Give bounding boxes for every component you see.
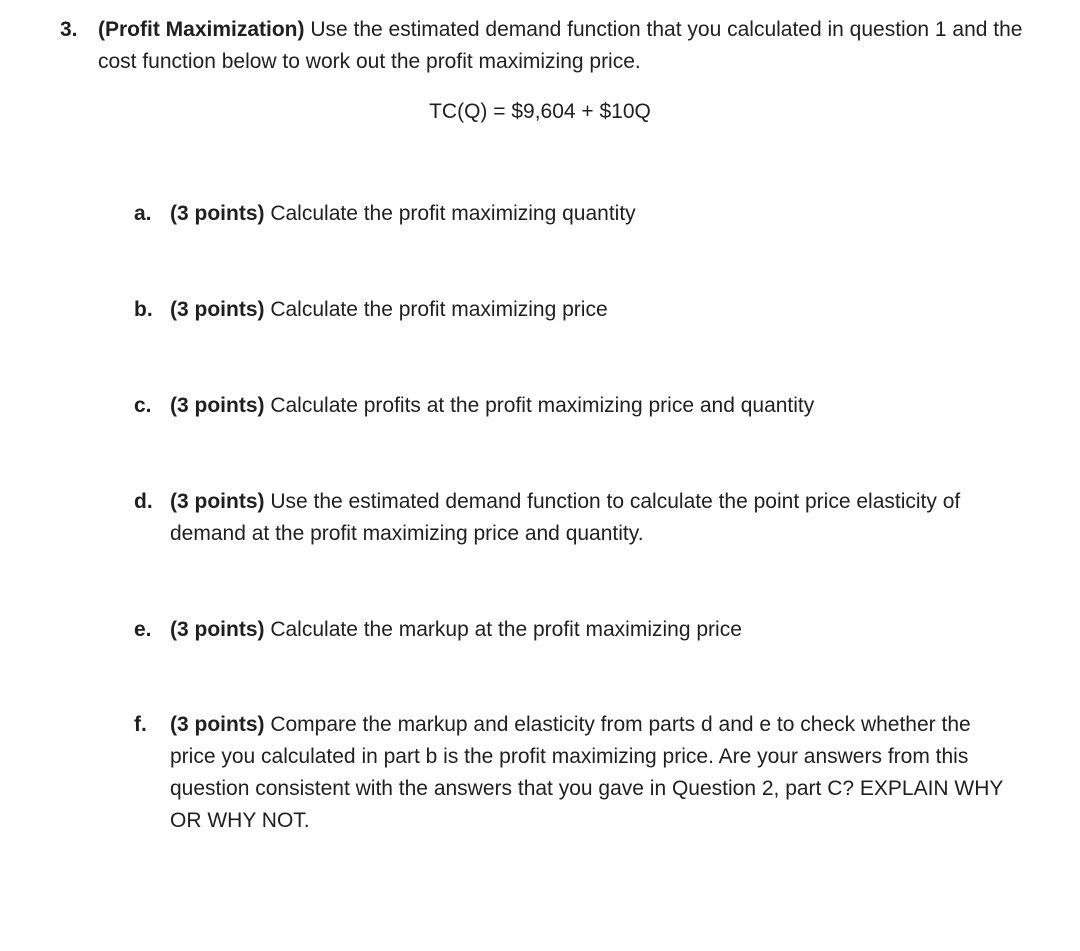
part-text: Compare the markup and elasticity from parts d and e to check whether the price you calculated in part b is the profit maximizing price. Are your answers from this question consistent with the answers that you gave in Question 2, part C? EXPLAIN WHY OR WHY NOT.: [170, 713, 1004, 832]
part-a: [134, 198, 1014, 230]
part-text: Use the estimated demand function to calculate the point price elasticity of demand at the profit maximizing price and quantity.: [170, 490, 961, 545]
question-title: (Profit Maximization): [98, 18, 305, 41]
question-3: [60, 14, 1050, 78]
part-d: [134, 486, 1014, 550]
part-points: (3 points): [170, 394, 265, 417]
cost-function-formula: TC(Q) = $9,604 + $10Q: [429, 100, 651, 123]
part-letter: f.: [134, 713, 147, 736]
part-letter: e.: [134, 618, 152, 641]
question-text: Use the estimated demand function that you calculated in question 1 and the cost function below to work out the profit maximizing price.: [98, 18, 1023, 73]
part-letter: c.: [134, 394, 152, 417]
part-body: [170, 486, 1014, 550]
part-text: Calculate profits at the profit maximizing price and quantity: [264, 394, 815, 417]
part-text: Calculate the profit maximizing price: [264, 298, 608, 321]
part-b: [134, 294, 1014, 326]
part-points: (3 points): [170, 713, 265, 736]
part-points: (3 points): [170, 618, 265, 641]
part-body: [170, 198, 1014, 230]
question-number: 3.: [60, 18, 78, 41]
part-body: [170, 709, 1014, 837]
part-e: [134, 614, 1014, 646]
part-f: [134, 709, 1014, 837]
part-c: [134, 390, 1014, 422]
part-letter: d.: [134, 490, 153, 513]
part-body: [170, 390, 1014, 422]
question-prompt: [98, 14, 1050, 78]
part-points: (3 points): [170, 202, 265, 225]
part-body: [170, 294, 1014, 326]
part-text: Calculate the profit maximizing quantity: [264, 202, 636, 225]
part-letter: b.: [134, 298, 153, 321]
part-points: (3 points): [170, 490, 265, 513]
part-points: (3 points): [170, 298, 265, 321]
part-text: Calculate the markup at the profit maximizing price: [264, 618, 742, 641]
part-body: [170, 614, 1014, 646]
part-letter: a.: [134, 202, 152, 225]
